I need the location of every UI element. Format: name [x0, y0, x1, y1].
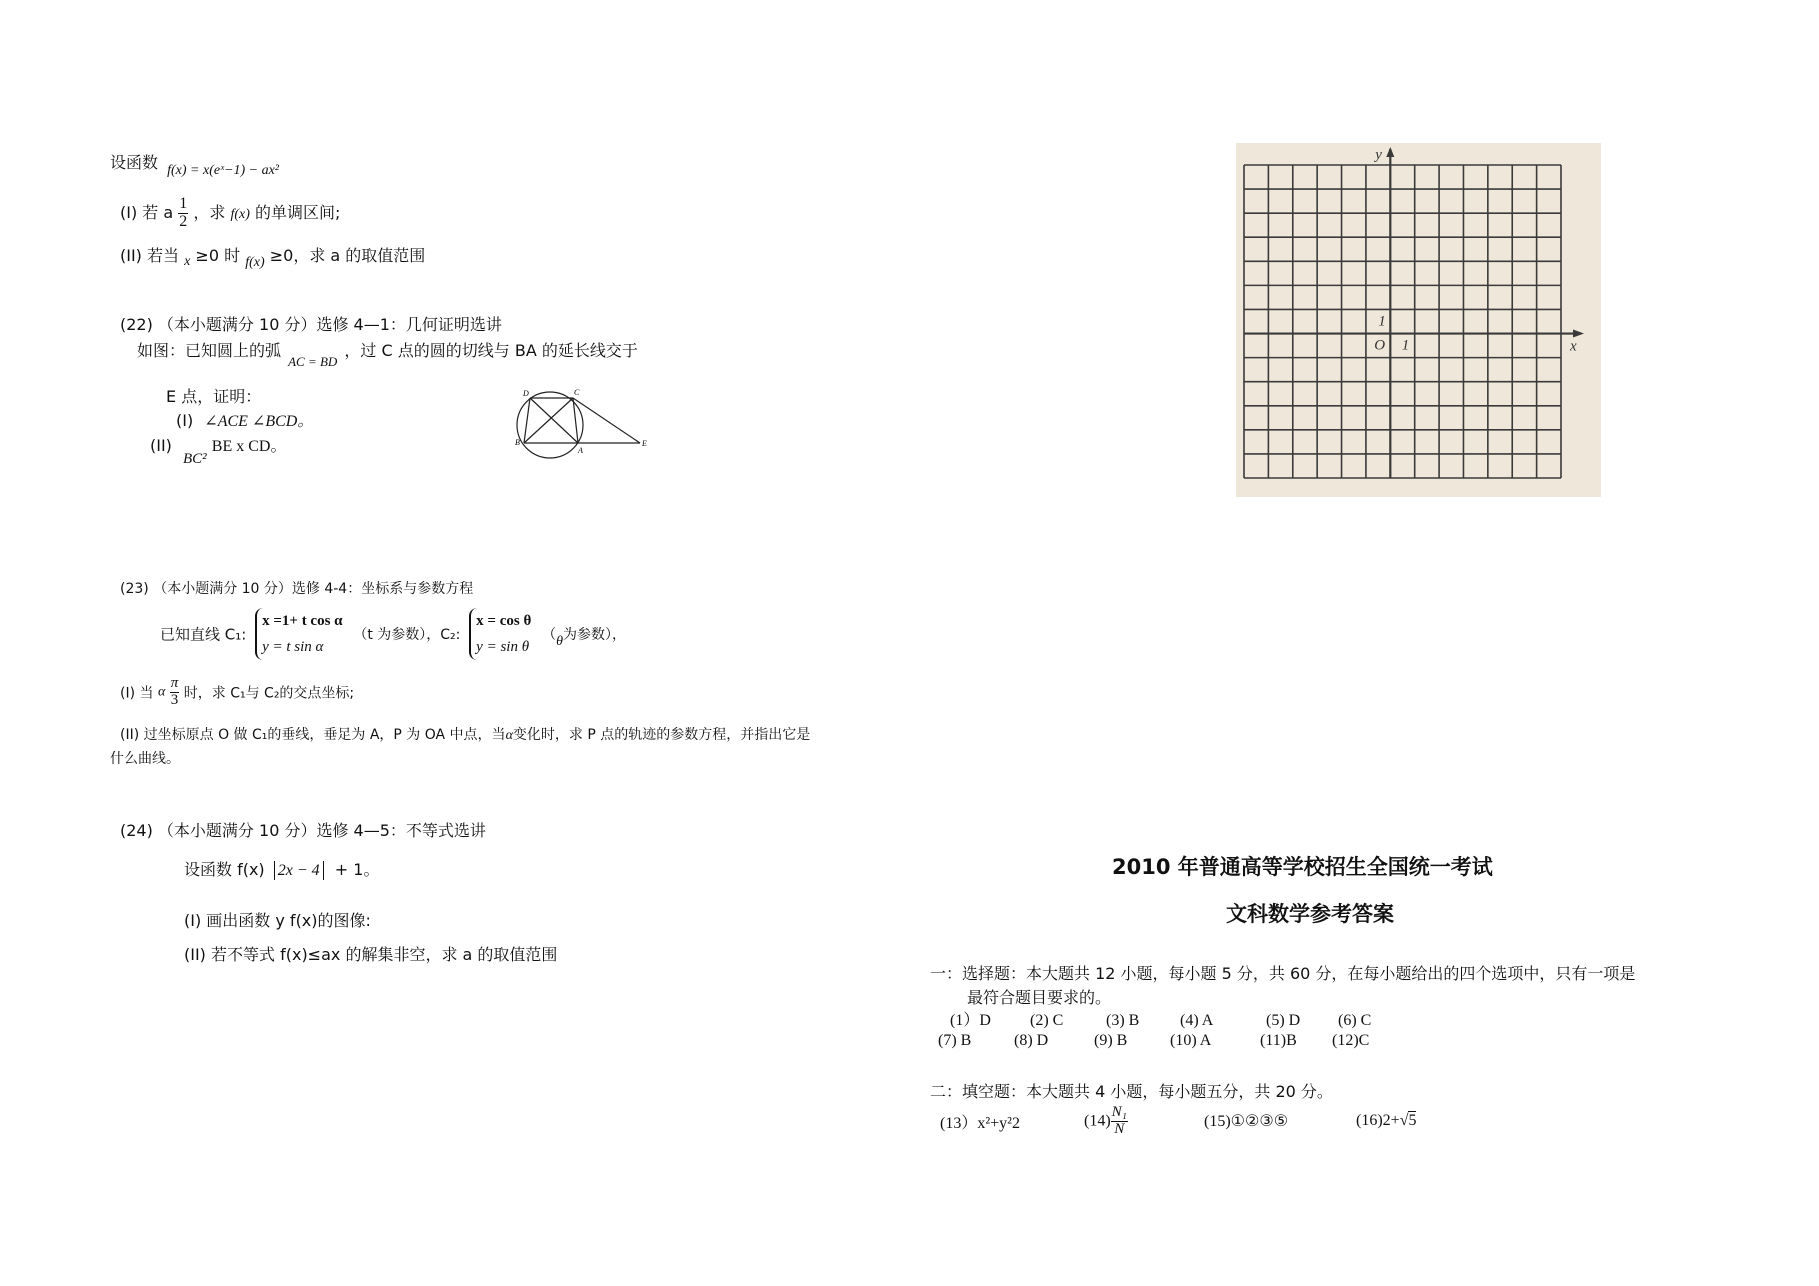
q24-header: (24) （本小题满分 10 分）选修 4—5：不等式选讲 [120, 821, 486, 840]
q23-p2-alpha: α [505, 728, 513, 743]
q22-line1-tail: ，过 C 点的圆的切线与 BA 的延长线交于 [344, 341, 638, 360]
grid-origin-label: O [1374, 337, 1386, 354]
q22-p2-label: (II) [150, 436, 172, 455]
q22-header: (22) （本小题满分 10 分）选修 4—1：几何证明选讲 [120, 315, 502, 334]
q23-c1-param: （t 为参数），C₂: [353, 627, 461, 643]
answers-s1-header: 一：选择题：本大题共 12 小题，每小题 5 分，共 60 分，在每小题给出的四个选项中，只有一项是 [930, 964, 1636, 983]
q22-p2-bc: BC² [183, 451, 207, 467]
answer-2: (2) C [1030, 1012, 1064, 1029]
q22-line1-text: 如图：已知圆上的弧 [137, 341, 282, 360]
answer-16-pre: (16)2+ [1356, 1112, 1400, 1130]
answers-fill-row [940, 1105, 1416, 1138]
q23-c2-eq2: y = sin θ [476, 639, 530, 655]
answer-9: (9) B [1094, 1032, 1128, 1049]
x-axis-arrow-icon [1573, 330, 1584, 338]
q21-p1-fx: f(x) [230, 206, 250, 222]
answers-s2-header: 二：填空题：本大题共 4 小题，每小题五分，共 20 分。 [930, 1082, 1333, 1101]
answer-3: (3) B [1106, 1012, 1140, 1029]
y-axis-arrow-icon [1386, 147, 1394, 157]
q22-part2 [150, 433, 287, 467]
coordinate-grid-svg [1236, 143, 1601, 497]
answer-12: (12)C [1332, 1032, 1370, 1049]
q21-p1-frac-den: 2 [179, 212, 188, 230]
q23-c1-eq1: x =1+ t cos α [262, 613, 343, 629]
q22-label-b: B [515, 438, 520, 447]
answer-14-num: N₁ [1111, 1104, 1127, 1120]
answer-1: (1）D [950, 1012, 991, 1029]
answers-s1-header2: 最符合题目要求的。 [967, 988, 1112, 1007]
answer-13: (13）x²+y²2 [940, 1114, 1020, 1132]
q21-p2-tail: ≥0，求 a 的取值范围 [269, 246, 426, 265]
q21-p2-mid: ≥0 时 [195, 246, 241, 265]
q21-p1-text: ，求 [193, 202, 226, 222]
answer-11: (11)B [1260, 1032, 1297, 1049]
answers-row2 [938, 1032, 1369, 1050]
q21-p1-frac-num: 1 [179, 195, 188, 212]
answer-10: (10) A [1170, 1032, 1212, 1049]
grid-x-label: x [1570, 338, 1577, 355]
q22-line-da [530, 398, 578, 443]
q23-p2-line2: 什么曲线。 [110, 751, 180, 767]
q21-part1 [120, 196, 340, 231]
q22-arcs: AC = BD [288, 354, 338, 369]
q22-circle-figure [512, 385, 662, 465]
q22-line-db [524, 398, 530, 443]
q23-c2-system [469, 608, 531, 660]
q21-intro: 设函数 [110, 153, 159, 172]
q23-c2-param-pre: （ [542, 627, 557, 643]
q21-p2-label: (II) 若当 [120, 246, 180, 265]
coordinate-grid-image [1236, 143, 1601, 497]
q23-p2-line1: (II) 过坐标原点 O 做 C₁的垂线，垂足为 A，P 为 OA 中点，当 [120, 727, 506, 743]
q22-label-d: D [523, 389, 529, 398]
answer-14-label: (14) [1084, 1112, 1111, 1130]
q21-p1-tail: 的单调区间; [255, 202, 341, 222]
q22-p2-tail: BE x CD。 [211, 438, 287, 455]
q23-line1-text: 已知直线 C₁: [160, 625, 247, 644]
grid-one-x-label: 1 [1401, 337, 1410, 354]
q22-part1 [176, 408, 313, 431]
q23-p1-tail: 时，求 C₁与 C₂的交点坐标; [183, 685, 355, 702]
q23-c2-eq1: x = cos θ [476, 613, 532, 629]
answers-row1 [950, 1007, 1371, 1030]
answer-15: (15)①②③⑤ [1204, 1113, 1289, 1131]
sqrt-icon: √ [1399, 1112, 1409, 1130]
q21-p1-fraction [178, 196, 188, 231]
answer-6: (6) C [1338, 1012, 1372, 1029]
q23-c1-eq2: y = t sin α [262, 639, 324, 655]
q22-line-cb [524, 398, 573, 443]
q24-part1: (I) 画出函数 y f(x)的图像: [184, 911, 371, 930]
q23-p1-alpha: α [157, 684, 166, 700]
q21-p2-fx: f(x) [245, 255, 265, 270]
answer-5: (5) D [1266, 1012, 1301, 1029]
q23-p1-label: (I) 当 [120, 685, 154, 702]
q24-part2: (II) 若不等式 f(x)≤ax 的解集非空，求 a 的取值范围 [184, 945, 558, 964]
grid-one-y-label: 1 [1378, 313, 1386, 330]
q23-p1-fraction [170, 676, 180, 709]
answer-8: (8) D [1014, 1032, 1049, 1049]
q23-c2-theta: θ [556, 634, 563, 649]
q21-formula: f(x) = x(eˣ−1) − ax² [167, 163, 279, 178]
q23-part2-line1 [120, 724, 810, 744]
q21-part2 [120, 243, 426, 270]
q24-line1-tail: + 1。 [334, 860, 380, 879]
q22-label-a: A [578, 446, 583, 455]
q23-c1-system [255, 608, 342, 660]
q24-line1 [184, 857, 379, 880]
q23-c2-param: 为参数）， [562, 627, 626, 643]
answer-7: (7) B [938, 1032, 972, 1049]
q22-p1-formula: ∠ACE ∠BCD。 [204, 413, 314, 430]
q21-p2-x: x [184, 254, 191, 269]
answer-16 [1356, 1112, 1416, 1130]
answer-14 [1084, 1105, 1200, 1138]
q22-label-e: E [642, 439, 647, 448]
answers-subtitle: 文科数学参考答案 [1226, 902, 1394, 926]
grid-y-label: y [1375, 147, 1382, 163]
answers-title: 2010 年普通高等学校招生全国统一考试 [1112, 855, 1493, 879]
q24-abs-expr: 2x − 4 [274, 861, 324, 880]
q23-header: (23) （本小题满分 10 分）选修 4-4：坐标系与参数方程 [120, 581, 474, 597]
q23-part1 [120, 676, 354, 709]
q23-p2-line1-tail: 变化时，求 P 点的轨迹的参数方程，并指出它是 [512, 727, 811, 743]
q22-line2: E 点，证明： [166, 387, 262, 406]
answer-14-fraction [1111, 1105, 1128, 1138]
q23-line1 [160, 608, 626, 660]
q24-line1-pre: 设函数 f(x) [184, 860, 265, 879]
q22-label-c: C [574, 388, 580, 397]
q23-p1-num: π [170, 675, 179, 691]
answer-4: (4) A [1180, 1012, 1214, 1029]
answer-14-den: N [1114, 1120, 1125, 1137]
q21-intro-line [110, 150, 279, 178]
answer-16-sqrt: 5 [1408, 1112, 1417, 1130]
q23-p1-den: 3 [170, 691, 179, 708]
q22-p1-label: (I) [176, 411, 194, 430]
q22-line1 [137, 338, 638, 369]
q23-c2-param-group [542, 627, 626, 649]
q21-p1-label: (I) 若 a [120, 202, 174, 222]
